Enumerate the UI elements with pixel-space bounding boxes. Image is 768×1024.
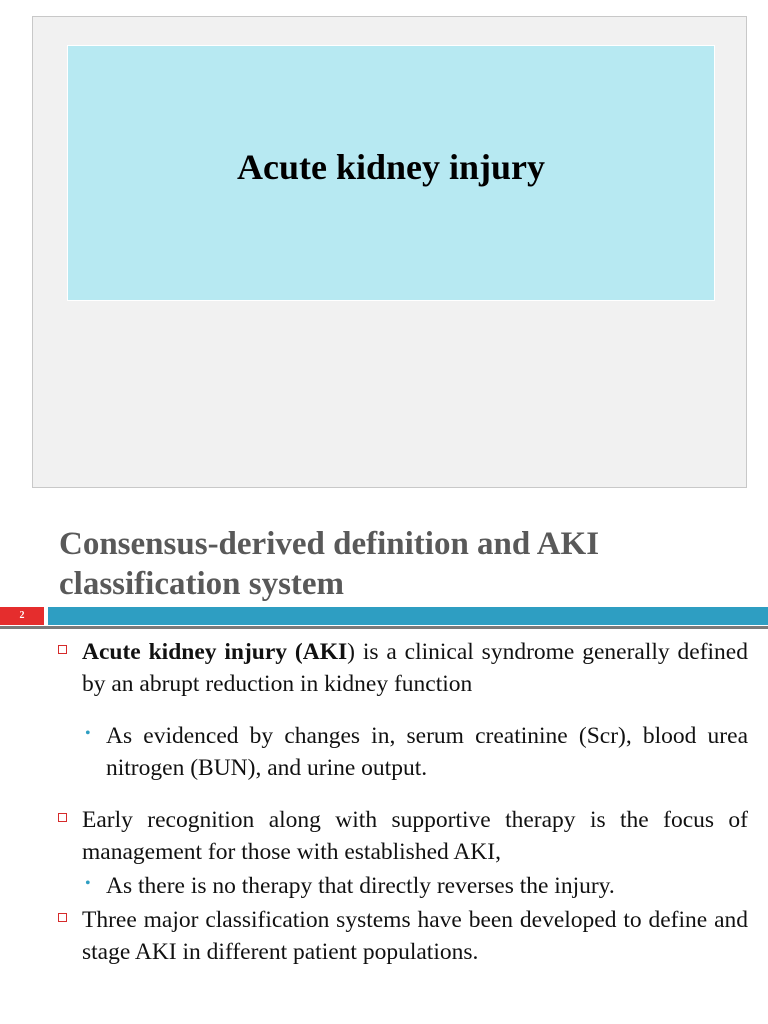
slide-1-title-box [67,45,715,301]
bullet-text: Three major classification systems have been developed to define and stage AKI in different patient populations. [82,907,748,965]
dot-bullet-icon: • [85,875,91,892]
bullet-text: Early recognition along with supportive therapy is the focus of management for those with established AKI, [82,807,748,865]
bullet-bold-text: Acute kidney injury (AKI [82,639,348,665]
slide-number-badge: 2 [0,607,44,625]
bullet-text: ) is a clinical syndrome generally defined by an abrupt reduction in kidney function [82,639,748,697]
sub-bullet-text: As there is no therapy that directly reverses the injury. [106,873,615,899]
accent-bar [48,607,768,625]
bullet-item [58,904,748,968]
bullet-item [58,636,748,700]
sub-bullet-item [58,720,748,784]
slide-2-title: Consensus-derived definition and AKI classification system [59,526,600,602]
sub-bullet-text: As evidenced by changes in, serum creatinine (Scr), blood urea nitrogen (BUN), and urine output. [106,723,748,781]
dot-bullet-icon: • [85,725,91,742]
bullet-item [58,804,748,868]
hollow-square-bullet-icon [58,913,67,922]
slide-1 [32,16,747,488]
hollow-square-bullet-icon [58,645,67,654]
slide-1-title: Acute kidney injury [236,147,546,187]
hollow-square-bullet-icon [58,813,67,822]
divider-line [0,626,768,629]
slide-2-content [58,636,748,968]
sub-bullet-item [58,870,748,902]
